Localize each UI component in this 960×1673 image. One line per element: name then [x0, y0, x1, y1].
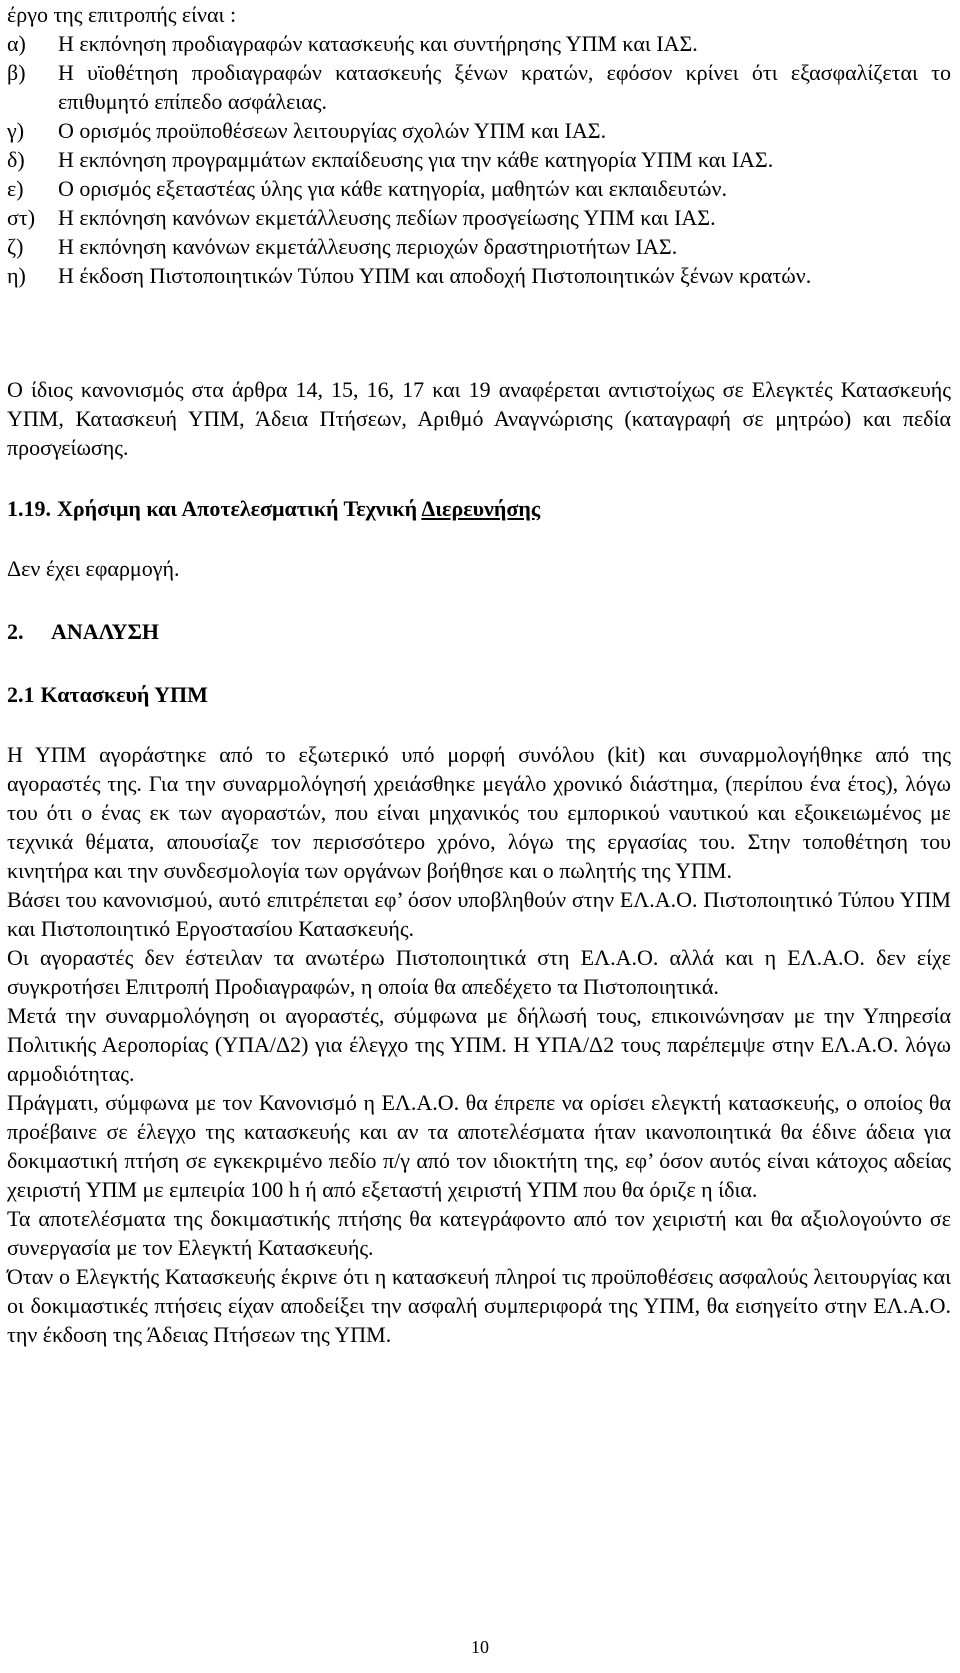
regulation-paragraph: Ο ίδιος κανονισμός στα άρθρα 14, 15, 16, 17 και 19 αναφέρεται αντιστοίχως σε Ελεγκτές Κατασκευής ΥΠΜ, Κατασκευή ΥΠΜ, Άδεια Πτήσεων, Αριθμό Αναγνώρισης (καταγραφή σε μητρώο) και πεδία προσγείωσης.: [7, 377, 951, 460]
list-item: [7, 58, 951, 116]
section-2-heading: [7, 617, 951, 646]
section-2-1-body: [7, 740, 951, 1349]
list-item-text: Ο ορισμός εξεταστέας ύλης για κάθε κατηγορία, μαθητών και εκπαιδευτών.: [58, 176, 727, 201]
section-1-19-heading: [7, 494, 951, 523]
body-paragraph: Μετά την συναρμολόγηση οι αγοραστές, σύμφωνα με δήλωσή τους, επικοινώνησαν με την Υπηρεσία Πολιτικής Αεροπορίας (ΥΠΑ/Δ2) για έλεγχο της ΥΠΜ. Η ΥΠΑ/Δ2 τους παρέπεμψε στην ΕΛ.Α.Ο. λόγω αρμοδιότητας.: [7, 1003, 951, 1086]
section-title: Χρήσιμη και Αποτελεσματική Τεχνική: [57, 496, 422, 521]
list-item-label: β): [7, 60, 26, 85]
list-item-text: Η έκδοση Πιστοποιητικών Τύπου ΥΠΜ και αποδοχή Πιστοποιητικών ξένων κρατών.: [58, 263, 812, 288]
section-title: Κατασκευή ΥΠΜ: [40, 682, 208, 707]
list-item-label: ε): [7, 176, 24, 201]
list-item-text: Η εκπόνηση κανόνων εκμετάλλευσης πεδίων προσγείωσης ΥΠΜ και ΙΑΣ.: [58, 205, 716, 230]
list-item-label: δ): [7, 147, 25, 172]
list-item-label: ζ): [7, 234, 24, 259]
body-paragraph: Η ΥΠΜ αγοράστηκε από το εξωτερικό υπό μορφή συνόλου (kit) και συναρμολογήθηκε από της αγοραστές της. Για την συναρμολόγησή χρειάσθηκε μεγάλο χρονικό διάστημα, (περίπου ένα έτος), λόγω του ότι ο ένας εκ των αγοραστών, που είναι μηχανικός του εμπορικού ναυτικού και εξοικειωμένος με τεχνικά θέματα, απουσίαζε τον περισσότερο χρόνο, λόγω της εργασίας του. Στην τοποθέτηση του κινητήρα και την συνδεσμολογία των οργάνων βοήθησε και ο πωλητής της ΥΠΜ.: [7, 742, 951, 883]
page-number: 10: [471, 1637, 489, 1657]
list-intro: έργο της επιτροπής είναι :: [7, 2, 237, 27]
list-item-label: η): [7, 263, 26, 288]
section-number: 2.: [7, 619, 24, 644]
section-title: ΑΝΑΛΥΣΗ: [51, 619, 160, 644]
list-item-label: στ): [7, 205, 36, 230]
section-1-19-body: Δεν έχει εφαρμογή.: [7, 556, 180, 581]
section-number: 2.1: [7, 682, 35, 707]
list-item-label: γ): [7, 118, 25, 143]
list-item: [7, 145, 951, 174]
list-item: [7, 116, 951, 145]
list-item-text: Η εκπόνηση προδιαγραφών κατασκευής και συντήρησης ΥΠΜ και ΙΑΣ.: [58, 31, 698, 56]
list-item: [7, 203, 951, 232]
list-item-label: α): [7, 31, 26, 56]
body-paragraph: Βάσει του κανονισμού, αυτό επιτρέπεται εφ’ όσον υποβληθούν στην ΕΛ.Α.Ο. Πιστοποιητικό Τύπου ΥΠΜ και Πιστοποιητικό Εργοστασίου Κατασκευής.: [7, 887, 951, 941]
list-item: [7, 29, 951, 58]
section-title-underlined: Διερευνήσης: [421, 496, 541, 521]
list-item: [7, 174, 951, 203]
body-paragraph: Τα αποτελέσματα της δοκιμαστικής πτήσης θα κατεγράφοντο από τον χειριστή και θα αξιολογούντο σε συνεργασία με τον Ελεγκτή Κατασκευής.: [7, 1206, 951, 1260]
body-paragraph: Πράγματι, σύμφωνα με τον Κανονισμό η ΕΛ.Α.Ο. θα έπρεπε να ορίσει ελεγκτή κατασκευής, ο οποίος θα προέβαινε σε έλεγχο της κατασκευής και αν τα αποτελέσματα ήταν ικανοποιητικά θα έδινε άδεια για δοκιμαστική πτήση σε εγκεκριμένο πεδίο π/γ από τον ιδιοκτήτη της, εφ’ όσον αυτός είναι κάτοχος αδείας χειριστή ΥΠΜ με εμπειρία 100 h ή από εξεταστή χειριστή ΥΠΜ που θα όριζε η ίδια.: [7, 1090, 951, 1202]
list-item-text: Η εκπόνηση κανόνων εκμετάλλευσης περιοχών δραστηριοτήτων ΙΑΣ.: [58, 234, 678, 259]
list-item: [7, 261, 951, 290]
body-paragraph: Όταν ο Ελεγκτής Κατασκευής έκρινε ότι η κατασκευή πληροί τις προϋποθέσεις ασφαλούς λειτουργίας και οι δοκιμαστικές πτήσεις είχαν αποδείξει την ασφαλή συμπεριφορά της ΥΠΜ, θα εισηγείτο στην ΕΛ.Α.Ο. την έκδοση της Άδειας Πτήσεων της ΥΠΜ.: [7, 1264, 951, 1347]
list-item: [7, 232, 951, 261]
list-item-text: Η εκπόνηση προγραμμάτων εκπαίδευσης για την κάθε κατηγορία ΥΠΜ και ΙΑΣ.: [58, 147, 774, 172]
list-item-text: Ο ορισμός προϋποθέσεων λειτουργίας σχολών ΥΠΜ και ΙΑΣ.: [58, 118, 607, 143]
section-number: 1.19.: [7, 496, 51, 521]
body-paragraph: Οι αγοραστές δεν έστειλαν τα ανωτέρω Πιστοποιητικά στη ΕΛ.Α.Ο. αλλά και η ΕΛ.Α.Ο. δεν είχε συγκροτήσει Επιτροπή Προδιαγραφών, η οποία θα απεδέχετο τα Πιστοποιητικά.: [7, 945, 951, 999]
section-2-1-heading: [7, 680, 951, 709]
committee-tasks-list: [7, 0, 951, 290]
list-item-text: Η υϊοθέτηση προδιαγραφών κατασκευής ξένων κρατών, εφόσον κρίνει ότι εξασφαλίζεται το επιθυμητό επίπεδο ασφάλειας.: [58, 60, 951, 114]
